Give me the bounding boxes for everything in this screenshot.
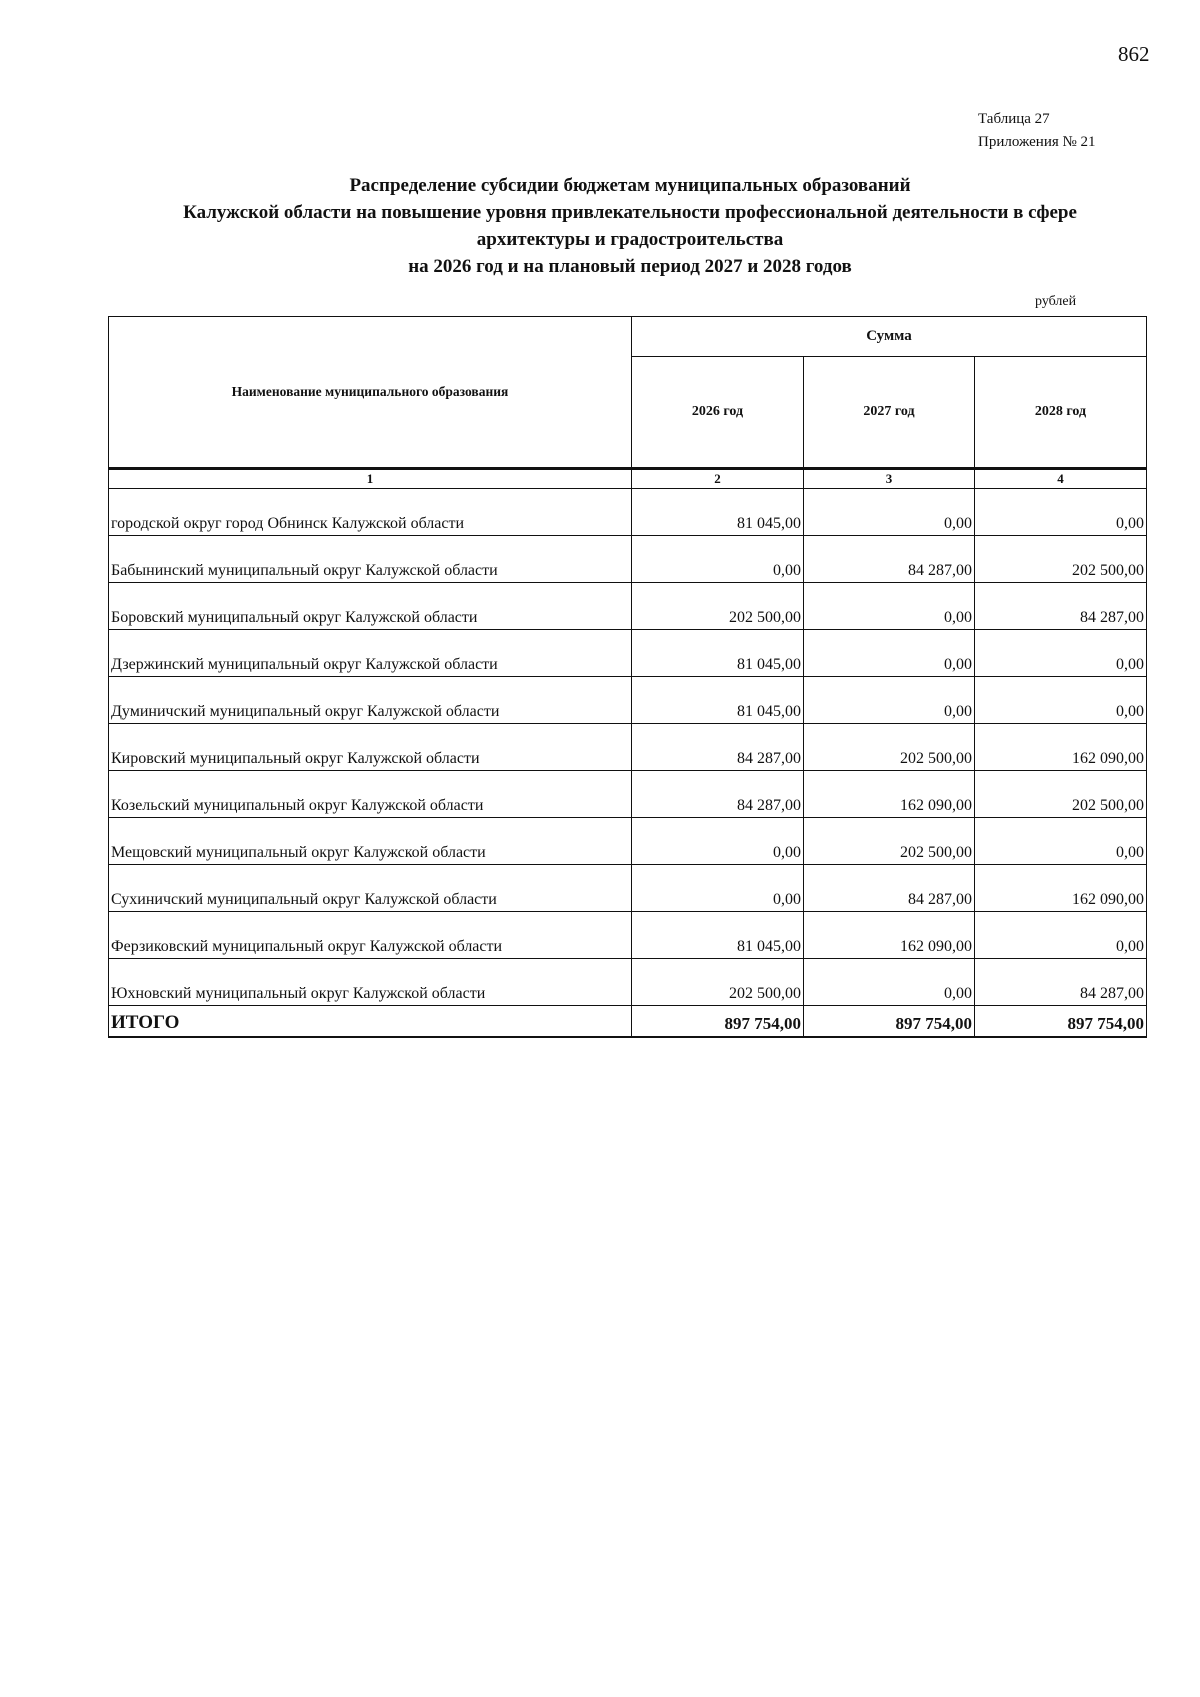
table-row xyxy=(109,630,1147,677)
amount-2026: 84 287,00 xyxy=(632,724,804,771)
amount-2027: 84 287,00 xyxy=(804,536,975,583)
municipality-name: Боровский муниципальный округ Калужской области xyxy=(109,583,632,630)
title-line4: на 2026 год и на плановый период 2027 и 2028 годов xyxy=(408,256,852,277)
page-number: 862 xyxy=(1118,42,1150,66)
table-row xyxy=(109,818,1147,865)
amount-2028: 0,00 xyxy=(975,489,1147,536)
amount-2028: 0,00 xyxy=(975,912,1147,959)
table-row xyxy=(109,865,1147,912)
amount-2028: 202 500,00 xyxy=(975,771,1147,818)
amount-2026: 81 045,00 xyxy=(632,630,804,677)
amount-2026: 81 045,00 xyxy=(632,912,804,959)
municipality-name: Дзержинский муниципальный округ Калужской области xyxy=(109,630,632,677)
amount-2027: 0,00 xyxy=(804,959,975,1006)
column-number: 4 xyxy=(975,469,1147,489)
amount-2028: 162 090,00 xyxy=(975,865,1147,912)
amount-2026: 0,00 xyxy=(632,865,804,912)
table-row xyxy=(109,771,1147,818)
total-2027: 897 754,00 xyxy=(804,1006,975,1038)
table-row xyxy=(109,912,1147,959)
amount-2026: 202 500,00 xyxy=(632,583,804,630)
amount-2026: 0,00 xyxy=(632,818,804,865)
amount-2027: 202 500,00 xyxy=(804,818,975,865)
total-2026: 897 754,00 xyxy=(632,1006,804,1038)
amount-2028: 202 500,00 xyxy=(975,536,1147,583)
amount-2027: 0,00 xyxy=(804,583,975,630)
municipality-name: Мещовский муниципальный округ Калужской области xyxy=(109,818,632,865)
total-row xyxy=(109,1006,1147,1038)
municipality-name: Кировский муниципальный округ Калужской области xyxy=(109,724,632,771)
subsidy-table xyxy=(108,316,1147,1038)
municipality-name: Ферзиковский муниципальный округ Калужской области xyxy=(109,912,632,959)
table-row xyxy=(109,959,1147,1006)
municipality-name: Козельский муниципальный округ Калужской области xyxy=(109,771,632,818)
amount-2027: 0,00 xyxy=(804,677,975,724)
header-sum: Сумма xyxy=(632,317,1147,357)
table-row xyxy=(109,724,1147,771)
amount-2028: 84 287,00 xyxy=(975,583,1147,630)
amount-2028: 84 287,00 xyxy=(975,959,1147,1006)
total-2028: 897 754,00 xyxy=(975,1006,1147,1038)
table-ref-line2: Приложения № 21 xyxy=(978,134,1096,150)
header-year-2026: 2026 год xyxy=(632,356,804,468)
title-line1: Распределение субсидии бюджетам муниципальных образований xyxy=(349,175,911,196)
amount-2027: 0,00 xyxy=(804,630,975,677)
units-label: рублей xyxy=(1035,294,1077,309)
amount-2026: 202 500,00 xyxy=(632,959,804,1006)
amount-2028: 0,00 xyxy=(975,630,1147,677)
amount-2026: 81 045,00 xyxy=(632,489,804,536)
total-label: ИТОГО xyxy=(109,1006,632,1038)
municipality-name: Юхновский муниципальный округ Калужской области xyxy=(109,959,632,1006)
table-row xyxy=(109,583,1147,630)
table-row xyxy=(109,677,1147,724)
table-reference xyxy=(978,108,1096,154)
municipality-name: Сухиничский муниципальный округ Калужской области xyxy=(109,865,632,912)
document-title xyxy=(100,172,1160,280)
municipality-name: Думиничский муниципальный округ Калужской области xyxy=(109,677,632,724)
municipality-name: Бабынинский муниципальный округ Калужской области xyxy=(109,536,632,583)
amount-2028: 162 090,00 xyxy=(975,724,1147,771)
amount-2026: 81 045,00 xyxy=(632,677,804,724)
amount-2026: 0,00 xyxy=(632,536,804,583)
table-row xyxy=(109,489,1147,536)
title-line3: архитектуры и градостроительства xyxy=(476,229,784,250)
amount-2028: 0,00 xyxy=(975,818,1147,865)
table-body xyxy=(109,469,1147,1038)
column-number: 1 xyxy=(109,469,632,489)
amount-2027: 162 090,00 xyxy=(804,912,975,959)
table-ref-line1: Таблица 27 xyxy=(978,111,1050,127)
amount-2027: 84 287,00 xyxy=(804,865,975,912)
title-line2: Калужской области на повышение уровня привлекательности профессиональной деятельности в сфере xyxy=(183,202,1077,223)
column-number: 3 xyxy=(804,469,975,489)
column-number-row xyxy=(109,469,1147,489)
header-year-2027: 2027 год xyxy=(804,356,975,468)
amount-2027: 162 090,00 xyxy=(804,771,975,818)
amount-2026: 84 287,00 xyxy=(632,771,804,818)
amount-2027: 202 500,00 xyxy=(804,724,975,771)
column-number: 2 xyxy=(632,469,804,489)
amount-2028: 0,00 xyxy=(975,677,1147,724)
header-year-2028: 2028 год xyxy=(975,356,1147,468)
header-name: Наименование муниципального образования xyxy=(109,317,632,469)
amount-2027: 0,00 xyxy=(804,489,975,536)
municipality-name: городской округ город Обнинск Калужской области xyxy=(109,489,632,536)
table-row xyxy=(109,536,1147,583)
